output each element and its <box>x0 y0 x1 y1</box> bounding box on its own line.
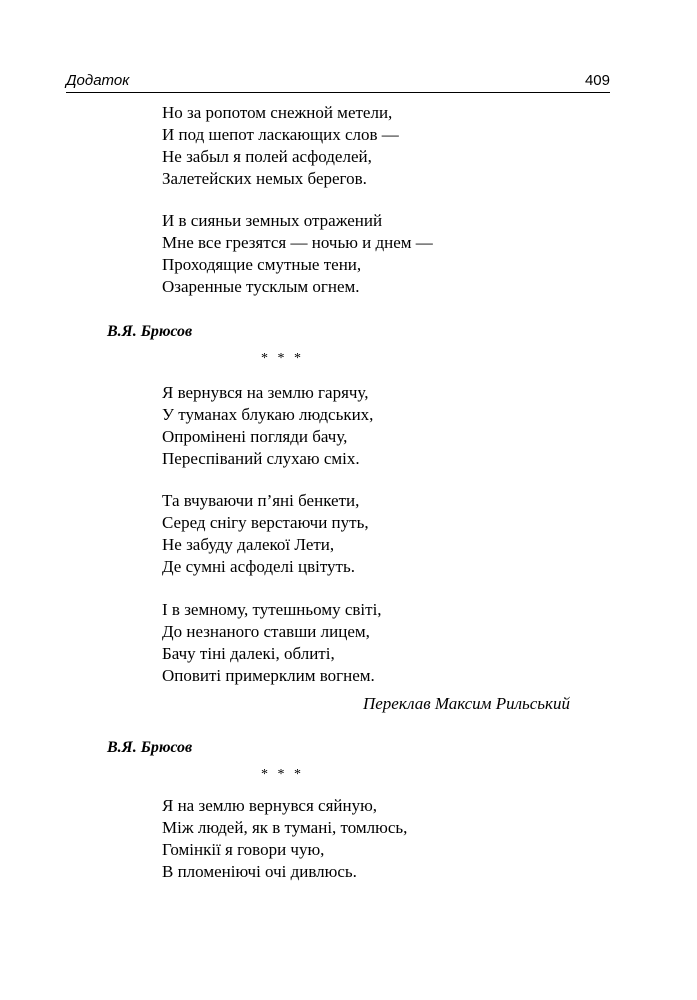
verse-line: Мне все грезятся — ночью и днем — <box>162 233 433 252</box>
poem2-stanza-2 <box>162 490 369 578</box>
page-number: 409 <box>584 72 610 89</box>
verse-line: Проходящие смутные тени, <box>162 255 362 274</box>
verse-line: Не забуду далекої Лети, <box>162 535 335 554</box>
verse-line: Я на землю вернувся сяйную, <box>162 796 378 815</box>
verse-line: В пломеніючі очі дивлюсь. <box>162 862 357 881</box>
verse-line: Но за ропотом снежной метели, <box>162 103 393 122</box>
verse-line: Та вчуваючи п’яні бенкети, <box>162 491 360 510</box>
poem3-separator: * * * <box>261 767 304 782</box>
poem1-stanza-2 <box>162 210 433 298</box>
verse-line: Бачу тіні далекі, облиті, <box>162 644 335 663</box>
poem3-author: В.Я. Брюсов <box>107 739 193 756</box>
poem2-separator: * * * <box>261 351 304 366</box>
verse-line: Я вернувся на землю гарячу, <box>162 383 369 402</box>
verse-line: Озаренные тусклым огнем. <box>162 277 360 296</box>
verse-line: Залетейских немых берегов. <box>162 169 367 188</box>
verse-line: Переспіваний слухаю сміх. <box>162 449 360 468</box>
verse-line: Не забыл я полей асфоделей, <box>162 147 372 166</box>
verse-line: Опромінені погляди бачу, <box>162 427 348 446</box>
verse-line: Оповиті примерклим вогнем. <box>162 666 375 685</box>
poem1-stanza-1 <box>162 102 399 190</box>
verse-line: І в земному, тутешньому світі, <box>162 600 382 619</box>
verse-line: И под шепот ласкающих слов — <box>162 125 399 144</box>
verse-line: Гомінкії я говори чую, <box>162 840 325 859</box>
poem2-stanza-1 <box>162 382 373 470</box>
verse-line: И в сияньи земных отражений <box>162 211 383 230</box>
header-rule <box>66 92 610 93</box>
poem3-stanza-1 <box>162 795 407 883</box>
verse-line: Серед снігу верстаючи путь, <box>162 513 369 532</box>
running-head <box>66 72 610 92</box>
verse-line: У туманах блукаю людських, <box>162 405 374 424</box>
verse-line: Де сумні асфоделі цвітуть. <box>162 557 355 576</box>
poem2-stanza-3 <box>162 599 382 687</box>
verse-line: Між людей, як в тумані, томлюсь, <box>162 818 408 837</box>
section-title: Додаток <box>66 72 130 89</box>
verse-line: До незнаного ставши лицем, <box>162 622 370 641</box>
poem2-author: В.Я. Брюсов <box>107 323 193 340</box>
poem2-translator-credit: Переклав Максим Рильський <box>362 694 570 713</box>
